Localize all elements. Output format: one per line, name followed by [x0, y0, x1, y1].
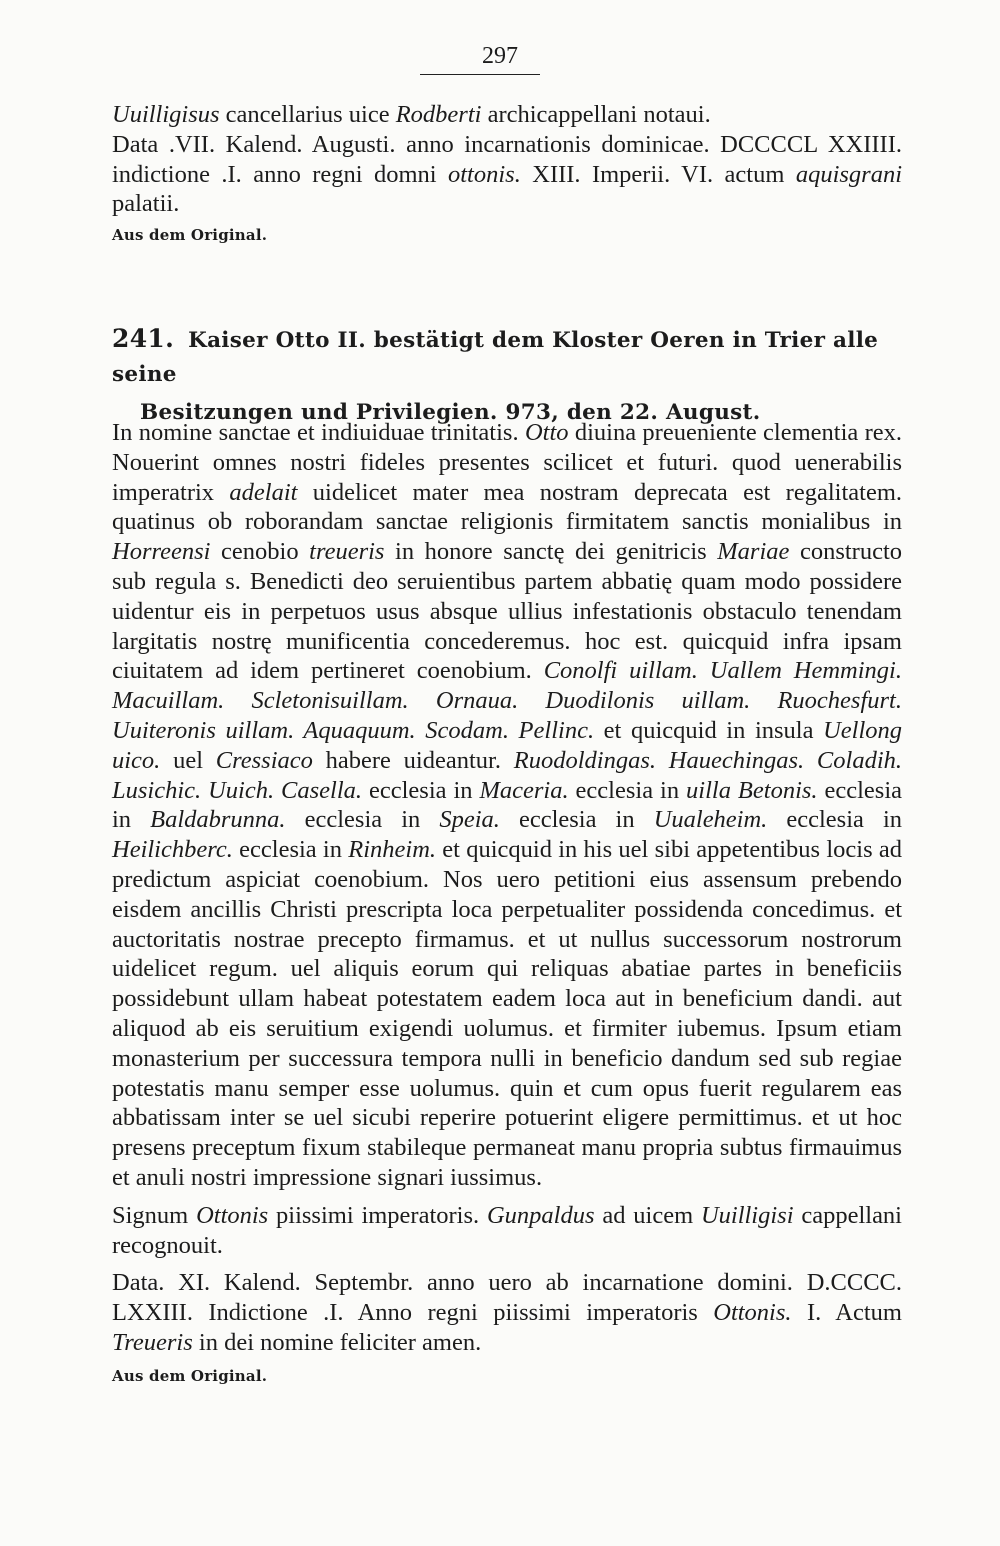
entry-title — [112, 322, 902, 430]
text-run: palatii. — [112, 190, 180, 218]
source-note: Aus dem Original. — [112, 1366, 268, 1385]
italic-name: Maceria. — [479, 776, 569, 804]
name-italic: Uuilligisus — [112, 101, 220, 128]
text-run: constructo sub regula s. Benedicti deo seruientibus partem abbatię quam modo possidere uidentur eis in perpetuos usus absque ullius infestationis obstaculo tenendam largitatis nostrę munificentia concederemus. hoc est. quicquid infra ipsam ciuitatem ad idem pertineret coenobium. — [112, 538, 902, 685]
text-run: ecclesia in — [568, 776, 687, 804]
text-run: uel — [160, 746, 216, 774]
header-rule — [420, 74, 540, 75]
italic-name: Speia. — [439, 806, 500, 834]
italic-name: Heilichberc. — [112, 836, 233, 864]
charter-text — [112, 418, 902, 1193]
text-run: ecclesia in — [285, 806, 440, 834]
heading-line-2: Besitzungen und Privilegien. 973, den 22. August. — [140, 400, 761, 425]
italic-name: Ottonis. — [713, 1299, 792, 1327]
text-run: ecclesia in — [499, 806, 654, 834]
entry-number: 241. — [112, 324, 175, 353]
italic-name: Gunpaldus — [486, 1201, 595, 1229]
text-run: habere uideantur. — [312, 746, 514, 774]
italic-name: Rinheim. — [348, 836, 437, 864]
italic-name: treueris — [309, 538, 385, 566]
place-italic: aquisgrani — [795, 160, 902, 188]
italic-name: Ruodoldingas. Hauechingas. Coladih. Lusichic. Uuich. Casella. — [112, 746, 903, 804]
text-run: uidelicet mater mea nostram deprecata est regalitatem. quatinus ob roborandam sanctae religionis firmitatem sanctis monialibus in — [112, 478, 903, 536]
text-run: Signum — [112, 1201, 197, 1229]
italic-name: adelait — [229, 478, 298, 506]
entry-body — [112, 418, 902, 1386]
text-run: in dei nomine feliciter amen. — [192, 1328, 482, 1356]
source-note: Aus dem Original. — [112, 226, 268, 245]
italic-name: Uuilligisi — [700, 1201, 794, 1229]
text-run: Data. XI. Kalend. Septembr. anno uero ab incarnatione domini. D.CCCC. LXXIII. Indictione .I. Anno regni piissimi imperatoris — [112, 1269, 902, 1327]
text-run: cenobio — [210, 538, 310, 566]
text-run: Data .VII. Kalend. Augusti. anno incarnationis dominicae. DCCCCL XXIIII. indictione .I. anno regni domni — [112, 130, 902, 188]
dating-clause — [112, 130, 902, 219]
text-run: ecclesia in — [112, 776, 903, 834]
text-run: diuina preueniente clementia rex. Nouerint omnes nostri fideles presentes scilicet et futuri. quod uenerabilis imperatrix — [112, 419, 903, 506]
text-run: ad uicem — [594, 1201, 701, 1229]
subscription-line — [112, 100, 902, 130]
previous-entry — [112, 100, 902, 245]
signature-clause — [112, 1201, 902, 1261]
name-italic: ottonis. — [448, 160, 521, 188]
text-run: ecclesia in — [362, 776, 480, 804]
text-run: I. Actum — [791, 1299, 902, 1327]
text-run: piissimi imperatoris. — [268, 1201, 487, 1229]
entry-heading — [112, 322, 902, 430]
page-number: 297 — [482, 43, 518, 69]
italic-name: Uellong uico. — [112, 716, 903, 774]
text-run: et quicquid in his uel sibi appetentibus locis ad predictum aspiciat coenobium. Nos uero petitioni eius assensum prebendo eisdem ancillis Christi prescripta loca perpetualiter possidenda concedimus. et auctoritatis nostrae precepto firmamus. et ut nullus successorum nostrorum uidelicet regum. uel aliquis eorum qui reliquas abatiae partes in beneficiis possidebunt ullam habeat potestatem eadem loca aut in beneficium dandi. aut aliquod ab eis seruitium exigendi uolumus. et firmiter iubemus. Ipsum etiam monasterium per successura tempora nulli in beneficio dandum sed sub regiae potestatis manu semper esse uolumus. quin et cum opus fuerit regularem eas abbatissam inter se uel sicubi reperire potuerint eligere permittimus. et ut hoc presens preceptum fixum stabileque permaneat manu propria subtus firmauimus et anuli nostri impressione signari iussimus. — [112, 836, 903, 1191]
dating-clause — [112, 1268, 902, 1357]
text-run: In nomine sanctae et indiuiduae trinitatis. — [112, 419, 525, 446]
text-run: cancellarius uice — [219, 101, 396, 128]
italic-name: Treueris — [112, 1328, 193, 1356]
text-run: ecclesia in — [232, 836, 349, 864]
italic-name: Conolfi uillam. Uallem Hemmingi. Macuillam. Scletonisuillam. Ornaua. Duodilonis uillam. Ruochesfurt. Uuiteronis uillam. Aquaquum. Scodam. Pellinc. — [112, 657, 902, 744]
text-run: ecclesia in — [767, 806, 903, 834]
text-run: cappellani recognouit. — [112, 1201, 902, 1259]
text-run: et quicquid in insula — [594, 716, 824, 744]
text-run: archicappellani notaui. — [481, 101, 711, 128]
heading-line-1: Kaiser Otto II. bestätigt dem Kloster Oeren in Trier alle seine — [112, 328, 879, 387]
italic-name: Cressiaco — [215, 746, 313, 774]
italic-name: Horreensi — [112, 538, 211, 566]
text-run: in honore sanctę dei genitricis — [384, 538, 718, 566]
italic-name: Mariae — [717, 538, 790, 566]
italic-name: Uualeheim. — [653, 806, 768, 834]
italic-name: uilla Betonis. — [686, 776, 818, 804]
italic-name: Ottonis — [196, 1201, 269, 1229]
italic-name: Baldabrunna. — [150, 806, 286, 834]
name-italic: Rodberti — [395, 101, 482, 128]
text-run: XIII. Imperii. VI. actum — [520, 160, 796, 188]
italic-name: Otto — [524, 419, 569, 446]
